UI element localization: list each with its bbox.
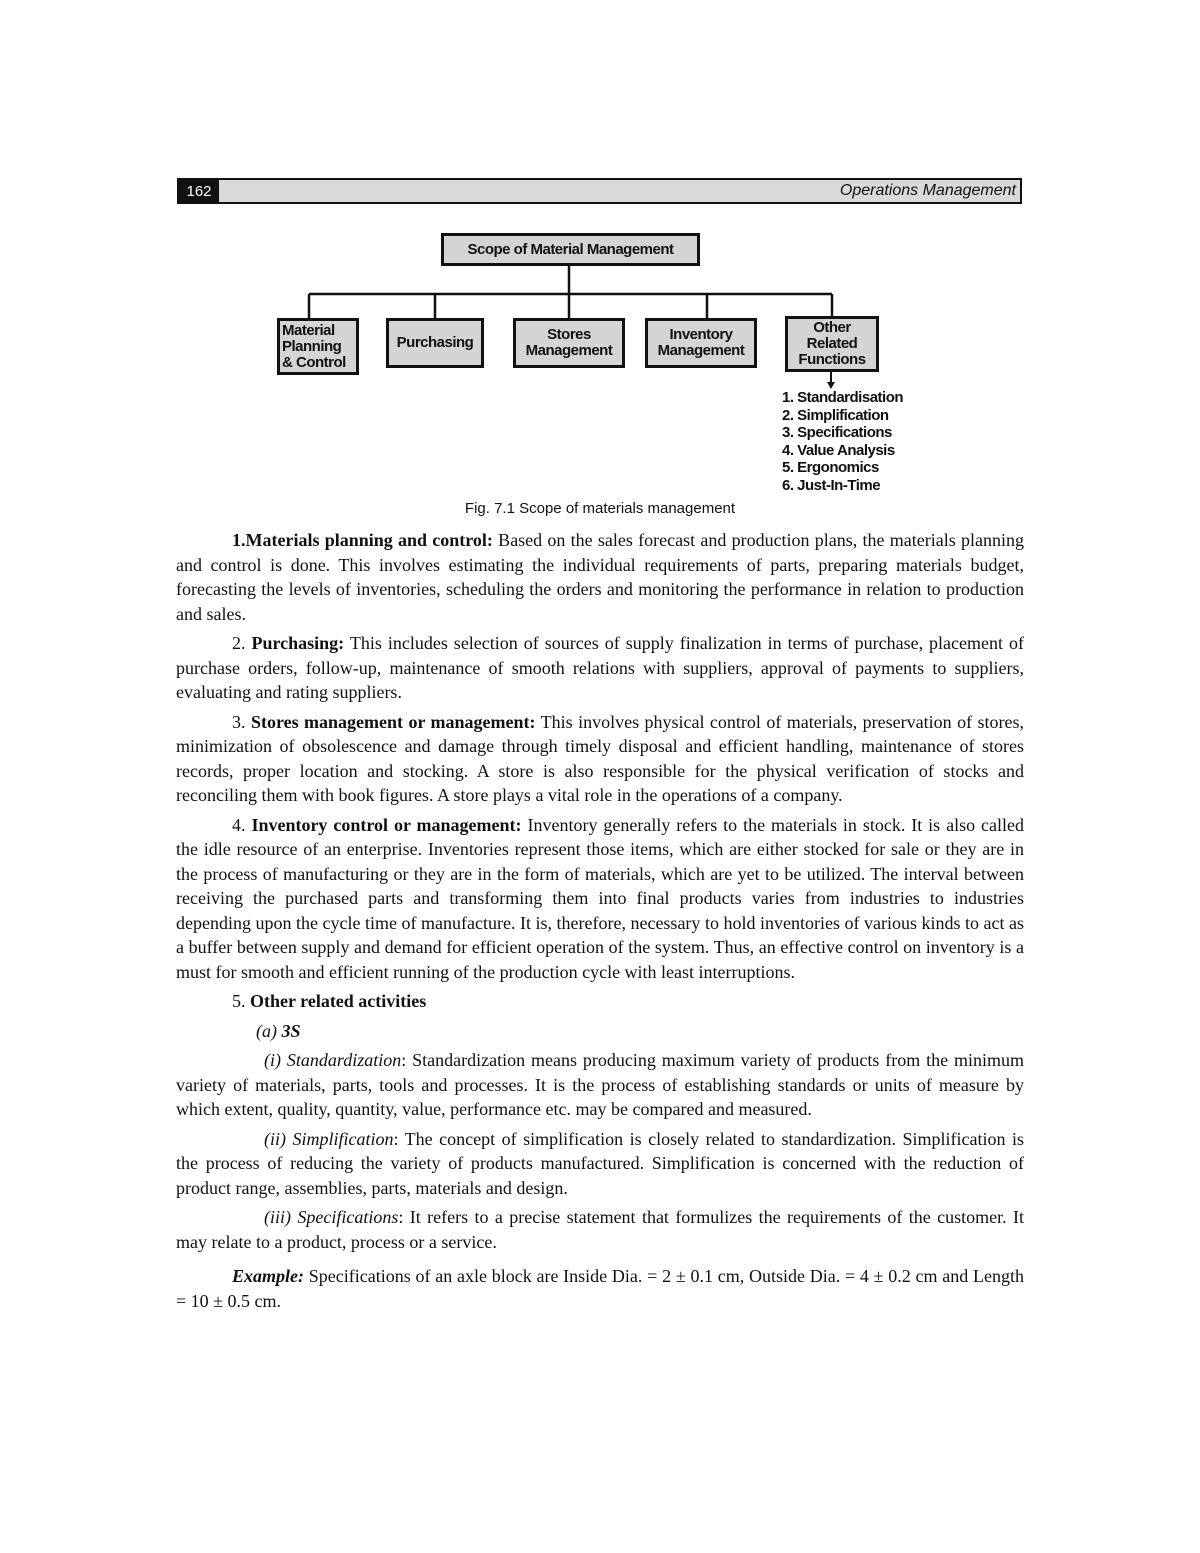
box-label: Material Planning & Control bbox=[282, 321, 346, 371]
para-body: : The concept of simplification is closely related to standardization. Simplification is the process of reducing the variety of products manufactured. Simplification is concerned with the reduction of product range, assemblies, parts, materials and design. bbox=[176, 1128, 1024, 1198]
para-materials-planning bbox=[176, 528, 1024, 626]
para-lead: Inventory control or management: bbox=[251, 814, 522, 835]
list-item: 6. Just-In-Time bbox=[782, 476, 881, 494]
para-body: Inventory generally refers to the materials in stock. It is also called the idle resource of an enterprise. Inventories represent those items, which are either stocked for sale or they are in the process of manufacturing or they are in the form of materials, which are yet to be utilized. The interval between receiving the purchased parts and transforming them into final products varies from industries to industries depending upon the cycle time of manufacture. It is, therefore, necessary to hold inventories of various kinds to act as a buffer between supply and demand for efficient operation of the system. Thus, an effective control on inventory is a must for smooth and efficient running of the production cycle with least interruptions. bbox=[176, 814, 1024, 982]
para-lead: 3S bbox=[281, 1020, 301, 1041]
para-num: 5. bbox=[232, 991, 250, 1011]
para-body: : It refers to a precise statement that formulizes the requirements of the customer. It may relate to a product, process or a service. bbox=[176, 1207, 1024, 1252]
para-body: Specifications of an axle block are Inside Dia. = 2 ± 0.1 cm, Outside Dia. = 4 ± 0.2 cm and Length = 10 ± 0.5 cm. bbox=[176, 1266, 1024, 1311]
root-box bbox=[441, 233, 700, 266]
box-material-planning bbox=[277, 318, 359, 375]
box-purchasing bbox=[386, 318, 484, 368]
box-inventory-management bbox=[645, 318, 757, 368]
para-lead: Purchasing: bbox=[251, 633, 345, 653]
body-text bbox=[176, 528, 1024, 1313]
para-specifications bbox=[176, 1205, 1024, 1254]
para-purchasing bbox=[176, 631, 1024, 705]
para-other-activities bbox=[176, 989, 1024, 1014]
para-lead: Other related activities bbox=[250, 991, 427, 1011]
para-term: Simplification bbox=[292, 1128, 394, 1149]
para-num: 3. bbox=[232, 711, 251, 732]
para-3s bbox=[176, 1019, 1024, 1044]
para-simplification bbox=[176, 1127, 1024, 1201]
para-body: : Standardization means producing maximum variety of products from the minimum variety of materials, parts, tools and processes. It is the process of establishing standards or units of measure by which extent, quality, quantity, value, performance etc. may be compared and measured. bbox=[176, 1050, 1024, 1119]
box-label: Other Related Functions bbox=[798, 319, 866, 368]
para-standardization bbox=[176, 1048, 1024, 1122]
running-title: Operations Management bbox=[839, 182, 1016, 199]
figure-caption: Fig. 7.1 Scope of materials management bbox=[464, 500, 736, 517]
related-functions-list bbox=[782, 389, 903, 495]
box-stores-management bbox=[513, 318, 625, 368]
para-label: (a) bbox=[256, 1020, 277, 1041]
para-label: (i) bbox=[264, 1050, 281, 1070]
para-lead: Example: bbox=[232, 1266, 304, 1286]
para-num: 2. bbox=[232, 633, 252, 653]
para-stores bbox=[176, 710, 1024, 808]
para-lead: 1.Materials planning and control: bbox=[232, 530, 493, 550]
box-label: Purchasing bbox=[396, 334, 474, 351]
root-label: Scope of Material Management bbox=[467, 240, 674, 258]
box-label: Inventory Management bbox=[657, 326, 745, 359]
arrow-head bbox=[827, 382, 835, 389]
para-term: Specifications bbox=[297, 1207, 399, 1227]
para-body: This involves physical control of materials, preservation of stores, minimization of obsolescence and damage through timely disposal and efficient handling, maintenance of stores records, proper location and stocking. A store is also responsible for the physical verification of stocks and reconciling them with book figures. A store plays a vital role in the operations of a company. bbox=[176, 711, 1024, 805]
list-item: 1. Standardisation bbox=[782, 389, 904, 406]
para-inventory bbox=[176, 813, 1024, 985]
list-item: 3. Specifications bbox=[782, 424, 892, 442]
para-body: This includes selection of sources of supply finalization in terms of purchase, placement of purchase orders, follow-up, maintenance of smooth relations with suppliers, approval of payments to suppliers, evaluating and rating suppliers. bbox=[176, 633, 1024, 702]
list-item: 2. Simplification bbox=[782, 406, 889, 424]
para-lead: Stores management or management: bbox=[250, 711, 536, 732]
box-label: Stores Management bbox=[525, 326, 613, 359]
para-label: (ii) bbox=[264, 1128, 286, 1149]
para-body: Based on the sales forecast and production plans, the materials planning and control is done. This involves estimating the individual requirements of parts, preparing materials budget, forecasting the levels of inventories, scheduling the orders and monitoring the performance in relation to production and sales. bbox=[176, 530, 1024, 624]
para-term: Standardization bbox=[286, 1050, 402, 1070]
para-label: (iii) bbox=[264, 1207, 291, 1227]
para-num: 4. bbox=[232, 814, 252, 835]
list-item: 5. Ergonomics bbox=[782, 459, 879, 477]
box-other-functions bbox=[785, 316, 879, 372]
list-item: 4. Value Analysis bbox=[782, 441, 895, 459]
para-example bbox=[176, 1264, 1024, 1313]
page-number: 162 bbox=[179, 180, 219, 202]
